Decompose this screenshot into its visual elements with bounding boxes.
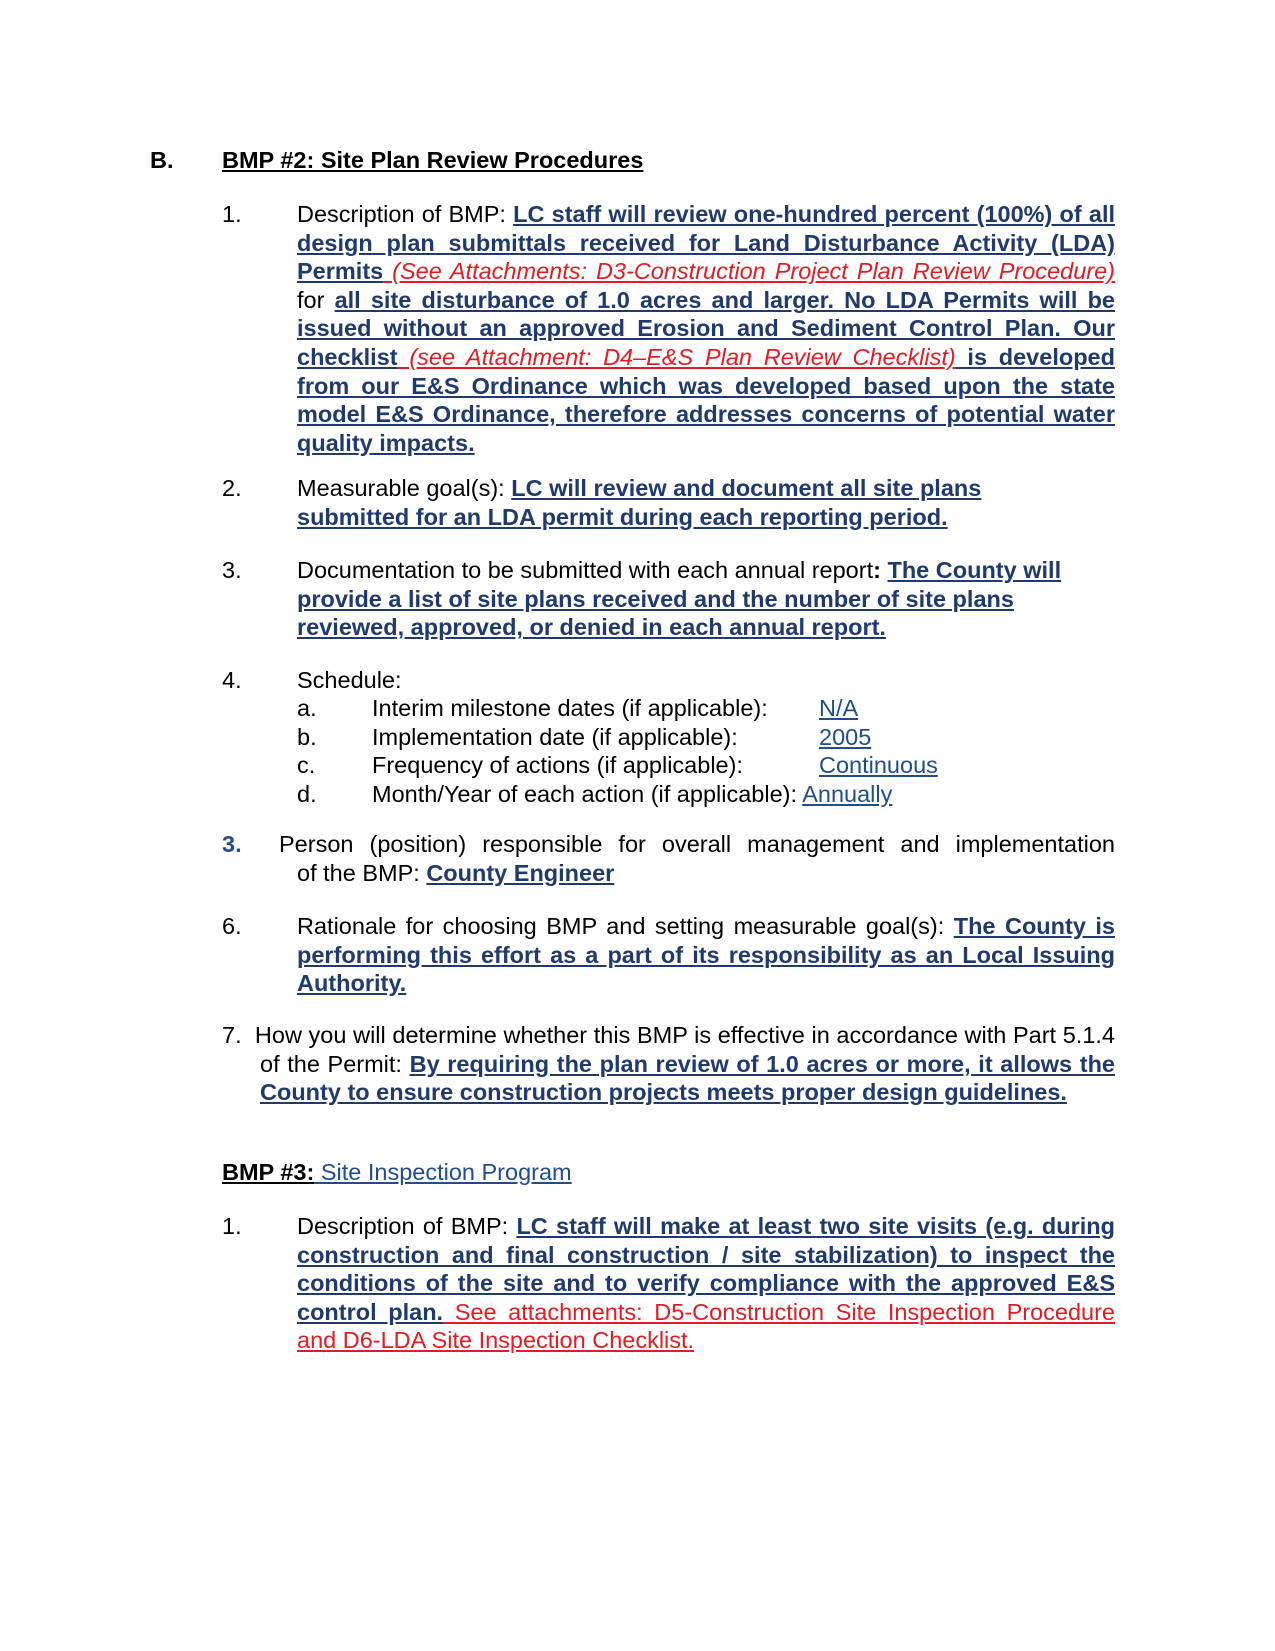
attachment-link-d4[interactable]: (see Attachment: D4–E&S Plan Review Checklist)	[397, 343, 956, 370]
label-colon: :	[873, 557, 888, 583]
effectiveness-text: By requiring the plan review of 1.0 acres or more, it allows the County to ensure construction projects meets proper design guidelines.	[260, 1050, 1115, 1106]
section-title: BMP #2: Site Plan Review Procedures	[222, 147, 644, 173]
connector-text: for	[297, 286, 335, 313]
item-number: 1.	[222, 1213, 242, 1239]
bmp3-heading	[222, 1158, 572, 1187]
item-number: 3.	[222, 557, 242, 583]
item-label: Description of BMP:	[297, 1213, 517, 1239]
bmp3-item-description	[222, 1212, 1115, 1355]
row-letter: d.	[297, 780, 317, 807]
item-number: 7.	[222, 1022, 242, 1048]
item-effectiveness	[222, 1021, 1115, 1107]
responsible-line-2	[297, 859, 1115, 888]
description-text-3: is developed from our E&S Ordinance which was developed based upon the state model E&S Ordinance, therefore addresses concerns of potential water quality impacts.	[297, 343, 1115, 456]
item-label: How you will determine whether this BMP is effective in accordance with Part 5.1.4 of the Permit:	[254, 1022, 1115, 1077]
schedule-row	[297, 694, 1115, 723]
item-number: 3.	[222, 831, 242, 857]
item-documentation	[222, 556, 1115, 642]
schedule-row	[297, 723, 1115, 752]
item-label: of the BMP:	[297, 859, 427, 886]
row-text	[372, 780, 892, 809]
item-label: Rationale for choosing BMP and setting measurable goal(s):	[297, 913, 954, 939]
item-label: Description of BMP:	[297, 201, 514, 227]
schedule-label: Schedule:	[297, 667, 402, 693]
documentation-text: The County will provide a list of site plans received and the number of site plans reviewed, approved, or denied in each annual report.	[297, 557, 1062, 641]
bmp3-key: BMP #3:	[222, 1159, 315, 1185]
section-letter: B.	[150, 147, 174, 173]
item-measurable-goals	[222, 474, 1115, 531]
attachment-link-d5-d6[interactable]: See attachments: D5-Construction Site Inspection Procedure and D6-LDA Site Inspection Checklist.	[297, 1298, 1115, 1354]
item-label: Documentation to be submitted with each annual report	[297, 557, 874, 583]
row-text: Frequency of actions (if applicable):	[372, 752, 743, 779]
schedule-list	[297, 694, 1115, 808]
item-body	[222, 1021, 1115, 1107]
item-description	[222, 200, 1115, 457]
item-number: 6.	[222, 913, 242, 939]
row-value: Continuous	[819, 752, 938, 779]
row-text-label: Month/Year of each action (if applicable):	[372, 780, 803, 807]
item-body	[297, 200, 1115, 457]
item-rationale	[222, 912, 1115, 998]
item-body	[297, 556, 1097, 642]
item-body	[297, 474, 1017, 531]
description-text-2: all site disturbance of 1.0 acres and larger. No LDA Permits will be issued without an approved Erosion and Sediment Control Plan. Our checklist	[297, 286, 1115, 370]
row-letter: c.	[297, 752, 316, 779]
row-letter: a.	[297, 695, 317, 721]
description-text: LC staff will make at least two site visits (e.g. during construction and final construction / site stabilization) to inspect the conditions of the site and to verify compliance with the approved E&S control plan.	[297, 1213, 1116, 1325]
item-number: 2.	[222, 475, 242, 501]
row-value: N/A	[819, 695, 859, 721]
row-value: Annually	[802, 780, 893, 807]
item-number: 4.	[222, 667, 242, 693]
goal-text: LC will review and document all site plans submitted for an LDA permit during each reporting period.	[297, 475, 982, 530]
attachment-link-d3[interactable]: (See Attachments: D3-Construction Project Plan Review Procedure)	[383, 258, 1115, 285]
row-letter: b.	[297, 723, 317, 750]
responsible-line-1: Person (position) responsible for overall management and implementation	[279, 831, 1115, 857]
item-responsible-person	[222, 830, 1115, 887]
schedule-row	[297, 780, 1115, 809]
item-body	[297, 912, 1115, 998]
bmp3-title: Site Inspection Program	[314, 1159, 572, 1185]
item-body	[297, 1212, 1115, 1355]
item-label: Measurable goal(s):	[297, 475, 512, 501]
item-number: 1.	[222, 201, 242, 227]
item-schedule	[222, 666, 1115, 695]
rationale-text: The County is performing this effort as a part of its responsibility as an Local Issuing Authority.	[297, 913, 1115, 997]
responsible-value: County Engineer	[426, 859, 615, 886]
row-value: 2005	[819, 723, 872, 750]
row-text: Interim milestone dates (if applicable):	[372, 695, 768, 721]
description-text: LC staff will review one-hundred percent (100%) of all design plan submittals received for Land Disturbance Activity (LDA) Permits	[297, 201, 1116, 285]
row-text: Implementation date (if applicable):	[372, 723, 738, 750]
schedule-row	[297, 751, 1115, 780]
